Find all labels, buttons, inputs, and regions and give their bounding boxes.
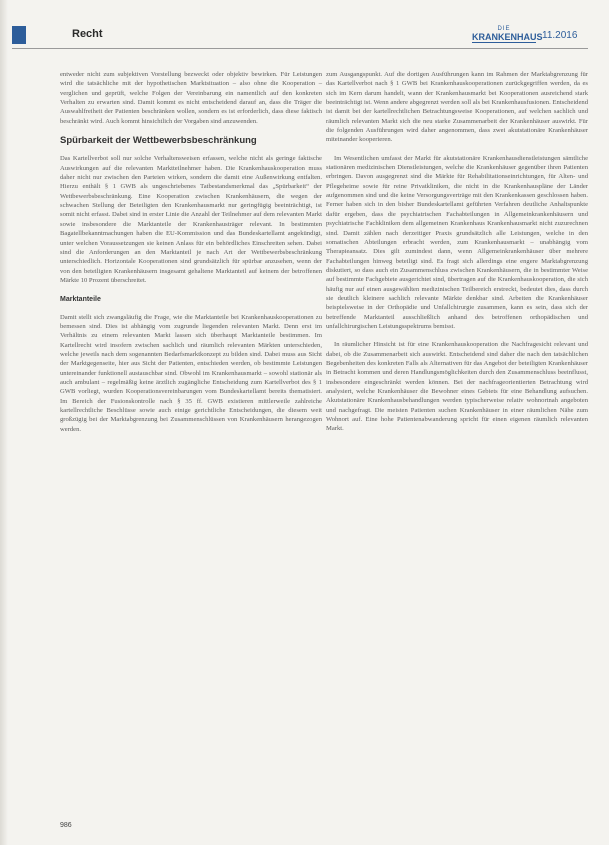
issue-number: 11.2016 [542, 30, 578, 41]
subsection-heading: Marktanteile [60, 296, 101, 304]
paragraph: entweder nicht zum subjektiven Vorstellung bezweckt oder objektiv bewirken. Für Leistungen wird die tatsächliche mit der hypothetischen Marktsituation – also ohne die Kooperation – verglichen und geprüft, welche Folgen der Vereinbarung ein namentlich auf den konkreten Verhalten zu erwarten sind. Damit kommt es nicht entscheidend darauf an, dass die Träger die Auswahlfreiheit der Patienten beschränken wollen, sondern es ist erforderlich, dass diese faktisch beschränkt wird. Auch kommt hinsichtlich der Vorgaben sind anzuwenden. [60, 71, 322, 125]
logo-top-text: DIE [497, 26, 511, 32]
section-tab-marker [12, 26, 26, 44]
section-title: Recht [72, 28, 103, 40]
section-heading: Spürbarkeit der Wettbewerbsbeschränkung [60, 135, 257, 147]
page-number: 986 [60, 822, 72, 829]
paragraph: zum Ausgangspunkt. Auf die dortigen Ausführungen kann im Rahmen der Marktabgrenzung für das Kartellverbot nach § 1 GWB bei Krankenhauskooperationen zurückgegriffen werden, da es sich im Kern darum handelt, wann der Krankenhausmarkt bei Kooperationen ausreichend stark beeinträchtigt ist. Wenn andere abgegrenzt werden soll als bei Krankenhausfusionen. Entscheidend ist damit bei der kartellrechtlichen Betrachtungsweise Kooperationen, auf welchen sachlich und räumlich relevanten Markt sich die neu starke Zusammenarbeit der Krankenhäuser auswirkt. Für die folgenden Ausführungen wird daher angenommen, dass zwei akutstationäre Krankenhäuser miteinander kooperieren. [326, 71, 588, 144]
left-column [60, 70, 322, 443]
right-column [326, 70, 588, 443]
running-header [12, 26, 588, 49]
paragraph: Damit stellt sich zwangsläufig die Frage, wie die Marktanteile bei Krankenhauskooperationen zu bemessen sind. Dies ist abhängig vom zugrunde liegenden relevanten Markt. Denn erst im Verhältnis zu einem relevanten Markt lassen sich überhaupt Marktanteile bestimmen. Im Kartellrecht wird insofern zwischen sachlich und räumlich relevanten Märkten unterschieden, welche jeweils nach dem sogenannten Bedarfsmarktkonzept zu bilden sind. Dabei muss aus Sicht der Marktgegenseite, hier aus Sicht der Patienten, entschieden werden, ob bestimmte Leistungen untereinander funktionell austauschbar sind. Obwohl im Krankenhausmarkt – sowohl stationär als auch ambulant – regelmäßig keine ärztlich zugängliche Entscheidung zum Kartellverbot des § 1 GWB vorliegt, wurden Kooperationsvereinbarungen vom Bundeskartellamt bereits thematisiert. Im Bereich der Fusionskontrolle nach § 35 ff. GWB existieren mittlerweile zahlreiche kartellrechtliche Beschlüsse sowie auch einige gerichtliche Entscheidungen, die diesem weit großzügig bei der Marktabgrenzung bei Zusammenschlüssen von Krankenhäusern herangezogen werden. [60, 313, 322, 433]
page-edge-shadow [0, 0, 8, 845]
logo-main-text: KRANKENHAUS [472, 32, 543, 42]
paragraph: Das Kartellverbot soll nur solche Verhaltensweisen erfassen, welche nicht als geringe faktische Auswirkungen auf die relevanten Marktteilnehmer haben. Die Krankenhauskooperation muss daher nicht nur zwischen den Parteien wirken, sondern die damit eine Außenwirkung entfalten. Hierzu enthält § 1 GWB als ungeschriebenes Tatbestandsmerkmal das „Spürbarkeit“ der Wettbewerbsbeschränkung. Eine Kooperation zwischen Krankenhäusern, die wegen der schwachen Stellung der Beteiligten den Krankenhausmarkt nur geringfügig beeinträchtigt, ist somit nicht erfasst. Dabei sind in erster Linie die Anzahl der Teilnehmer auf dem relevanten Markt sowie insbesondere die Marktanteile der Krankenhausträger relevant. In bestimmten Bagatellbekanntmachungen haben die EU-Kommission und das Bundeskartellamt angekündigt, unter welchen Voraussetzungen sie keinen Anlass für ein behördliches Einschreiten sehen. Dabei sind die Anforderungen an den Marktanteil je nach Art der Wettbewerbsbeschränkung unterschiedlich. Horizontale Kooperationen sind grundsätzlich für spürbar anzusehen, wenn der von den beteiligten Krankenhäusern insgesamt gehaltene Marktanteil auf keinem der betroffenen Märkte 10 Prozent überschreitet. [60, 155, 322, 284]
paragraph: In räumlicher Hinsicht ist für eine Krankenhauskooperation die Nachfragesicht relevant und dabei, ob die Zusammenarbeit sich auswirkt. Entscheidend sind daher die nach den tatsächlichen Begebenheiten des konkreten Falls als Alternativen für das Angebot der beteiligten Krankenhäuser in Betracht kommen und deren Handlungsmöglichkeiten durch den Zusammenschluss beeinflusst, insbesondere eingeschränkt werden können. Bei der nachfrageorientierten Betrachtung wird analysiert, welche Krankenhäuser die Bewohner eines Gebiets für eine Behandlung aufsuchen. Akutstationäre Krankenhausbehandlungen werden typischerweise relativ wohnortnah angeboten und nachgefragt. Die meisten Patienten suchen Krankenhäuser in einer räumlichen Nähe zum Wohnort auf. Eine hohe Patientenabwanderung spricht für einen eigenen räumlich relevanten Markt. [326, 341, 588, 433]
paragraph: Im Wesentlichen umfasst der Markt für akutstationäre Krankenhausdienstleistungen sämtliche stationären medizinischen Dienstleistungen, welche die Krankenhäuser gegenüber ihren Patienten erbringen. Davon ausgegrenzt sind die Märkte für Rehabilitationseinrichtungen, für Alten- und Pflegeheime sowie für reine Privatkliniken, die nicht in die Krankenhauspläne der Länder aufgenommen sind und die keine Versorgungsverträge mit den Krankenkassen geschlossen haben. Ferner haben sich in den bisher Bundeskartellamt geführten Verfahren deutliche Anhaltspunkte dafür ergeben, dass die psychiatrischen Fachabteilungen in Allgemeinkrankenhäusern und psychiatrische Fachkliniken dem allgemeinen Krankenhaus Krankenhausmarkt nicht zuzurechnen sind. Damit zählen nach derzeitiger Praxis grundsätzlich alle Leistungen, welche in den somatischen Abteilungen erbracht werden, zum Krankenhausmarkt – unabhängig vom Therapieansatz. Dies gilt zumindest dann, wenn Allgemeinkrankenhäuser über mehrere Fachabteilungen hinweg beteiligt sind. Es fragt sich allerdings eine engere Marktabgrenzung diskutiert, so dass auch ein Zusammenschluss zwischen Krankenhäusern, die in bestimmter Weise auf bestimmte Fachgebiete ausgerichtet sind, übertragen auf die Krankenhauskooperation, die sich häufig nur auf einen ausgewählten medizinischen Teilbereich erstreckt, bedeutet dies, dass durch sie deutlich kleinere sachlich relevante Märkte denkbar sind. Arbeiten die Krankenhäuser beispielsweise in der Orthopädie und Unfallchirurgie zusammen, kann es sein, dass sich der betreffende Marktanteil ausschließlich anhand des betroffenen orthopädischen und unfallchirurgischen Leistungsspektrums bemisst. [326, 154, 588, 330]
magazine-logo [472, 26, 543, 48]
